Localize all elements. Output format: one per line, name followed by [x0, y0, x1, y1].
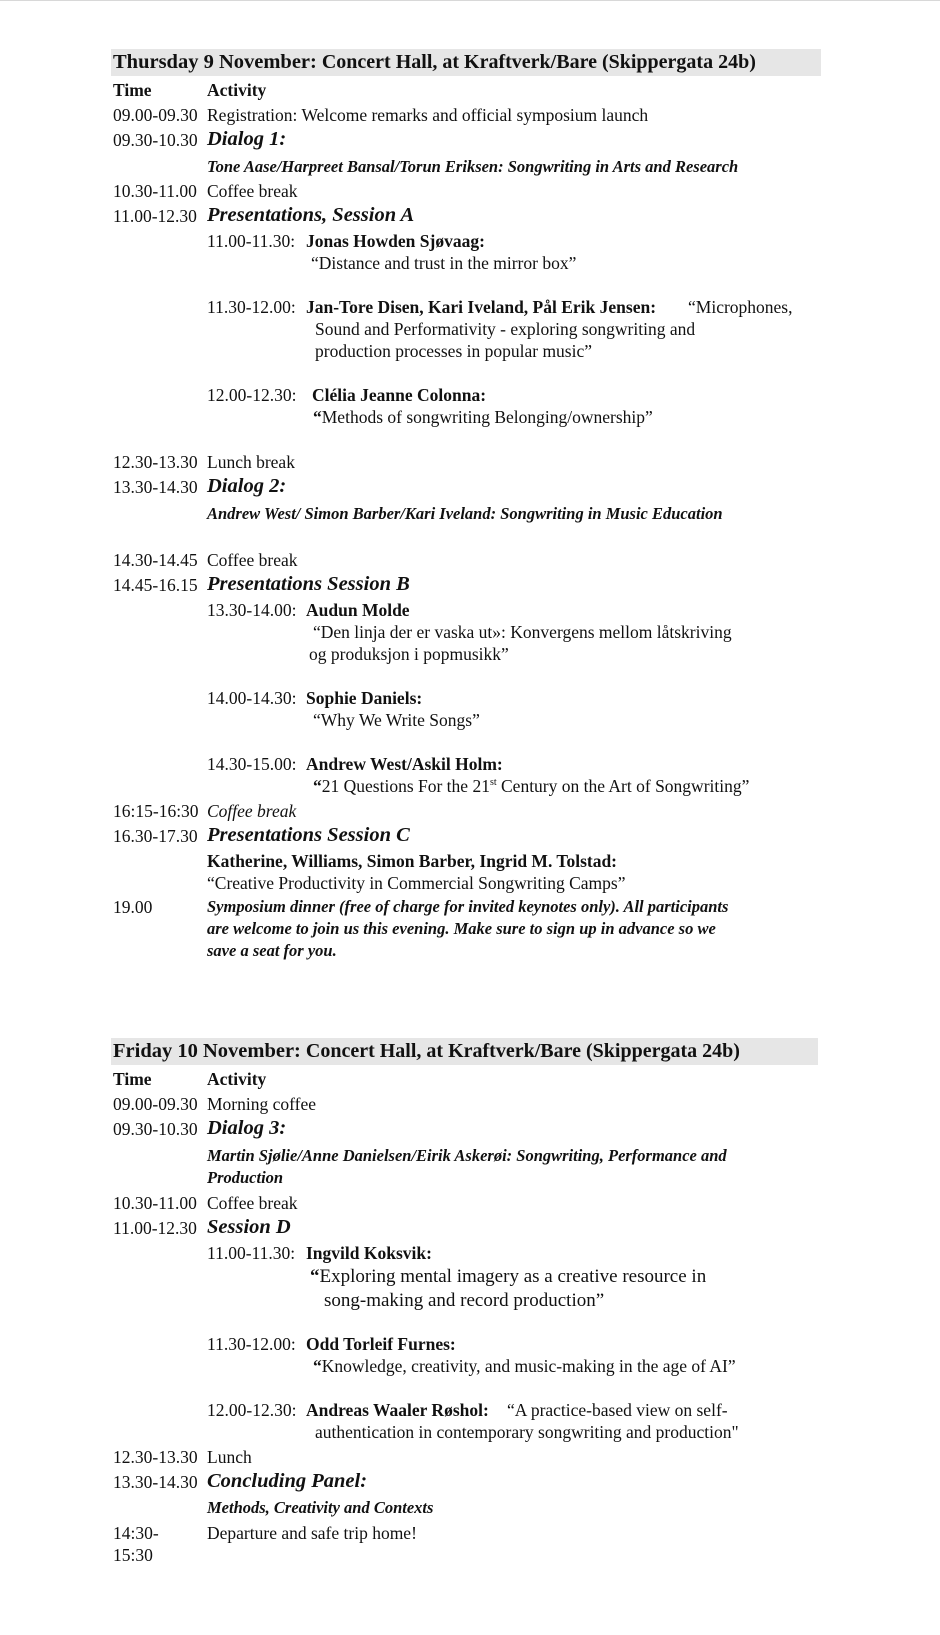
- talk-speaker: Sophie Daniels:: [306, 688, 423, 708]
- dinner-note: are welcome to join us this evening. Make sure to sign up in advance so we: [207, 919, 716, 938]
- friday-col-time: Time: [113, 1069, 152, 1089]
- talk-time: 11.00-11.30:: [207, 231, 296, 251]
- talk-time: 11.30-12.00:: [207, 1334, 296, 1354]
- schedule-time: 11.00-12.30: [113, 206, 197, 226]
- schedule-time: 09.00-09.30: [113, 1094, 198, 1114]
- friday-header-venue: Concert Hall, at Kraftverk/Bare (Skippergata 24b): [305, 1040, 740, 1062]
- talk-title: [313, 407, 653, 428]
- session-title: Dialog 3:: [207, 1117, 287, 1139]
- schedule-time: 13.30-14.30: [113, 1472, 198, 1492]
- thursday-col-activity: Activity: [207, 80, 267, 100]
- top-divider: [0, 0, 940, 1]
- talk-title: “Microphones,: [688, 297, 793, 317]
- talk-speaker: Ingvild Koksvik:: [306, 1243, 432, 1263]
- session-subtitle: Methods, Creativity and Contexts: [207, 1498, 434, 1517]
- schedule-activity: Coffee break: [207, 181, 298, 201]
- talk-speaker: Audun Molde: [306, 600, 410, 620]
- friday-header: [111, 1038, 818, 1065]
- schedule-time: 11.00-12.30: [113, 1218, 197, 1238]
- talk-time: 11.00-11.30:: [207, 1243, 296, 1263]
- talk-title: “Creative Productivity in Commercial Songwriting Camps”: [207, 873, 626, 893]
- talk-title-text: 21 Questions For the 21: [321, 776, 490, 796]
- talk-title: production processes in popular music”: [315, 341, 593, 361]
- schedule-activity: Coffee break: [207, 1193, 298, 1213]
- thursday-col-time: Time: [113, 80, 152, 100]
- session-subtitle: Andrew West/ Simon Barber/Kari Iveland: Songwriting in Music Education: [207, 504, 723, 523]
- dinner-note: save a seat for you.: [207, 941, 337, 960]
- schedule-time: 13.30-14.30: [113, 477, 198, 497]
- session-title: Presentations, Session A: [207, 204, 415, 226]
- schedule-time: 09.30-10.30: [113, 130, 198, 150]
- talk-title: [313, 1356, 736, 1377]
- friday-header-day: Friday 10 November:: [113, 1040, 301, 1062]
- schedule-time: 09.30-10.30: [113, 1119, 198, 1139]
- session-title: Concluding Panel:: [207, 1470, 368, 1492]
- schedule-time: 14:30-: [113, 1523, 159, 1543]
- talk-time: 14.00-14.30:: [207, 688, 297, 708]
- quote-mark: “: [313, 1356, 322, 1376]
- schedule-time: 14.30-14.45: [113, 550, 198, 570]
- talk-title: “Distance and trust in the mirror box”: [311, 253, 577, 273]
- schedule-time: 19.00: [113, 897, 153, 917]
- schedule-activity: Morning coffee: [207, 1094, 317, 1114]
- talk-title: “Den linja der er vaska ut»: Konvergens mellom låtskriving: [313, 622, 732, 642]
- talk-speaker: Clélia Jeanne Colonna:: [312, 385, 487, 405]
- talk-title-text: Century on the Art of Songwriting”: [496, 776, 750, 796]
- talk-title: authentication in contemporary songwriting and production": [315, 1422, 739, 1442]
- session-title: Presentations Session C: [207, 824, 410, 846]
- session-title: Session D: [207, 1216, 291, 1238]
- quote-mark: “: [313, 407, 322, 427]
- schedule-activity: Lunch: [207, 1447, 252, 1467]
- talk-title: song-making and record production”: [324, 1290, 605, 1311]
- talk-title-text: Exploring mental imagery as a creative resource in: [319, 1266, 707, 1287]
- thursday-header-day: Thursday 9 November:: [113, 51, 317, 73]
- schedule-time: 10.30-11.00: [113, 181, 197, 201]
- schedule-activity: Coffee break: [207, 550, 298, 570]
- schedule-activity: Registration: Welcome remarks and official symposium launch: [207, 105, 649, 125]
- session-title: Dialog 1:: [207, 128, 287, 150]
- session-subtitle: Production: [207, 1168, 284, 1187]
- session-subtitle: Martin Sjølie/Anne Danielsen/Eirik Askerøi: Songwriting, Performance and: [207, 1146, 727, 1165]
- talk-time: 11.30-12.00:: [207, 297, 296, 317]
- talk-title-text: Methods of songwriting Belonging/ownership”: [321, 407, 653, 427]
- quote-mark: “: [310, 1266, 320, 1287]
- schedule-time: 14.45-16.15: [113, 575, 198, 595]
- talk-speaker: Andreas Waaler Røshol:: [306, 1400, 489, 1420]
- schedule-activity: Departure and safe trip home!: [207, 1523, 417, 1543]
- talk-speaker: Jonas Howden Sjøvaag:: [306, 231, 485, 251]
- talk-speaker: Katherine, Williams, Simon Barber, Ingrid M. Tolstad:: [207, 851, 618, 871]
- schedule-activity: Lunch break: [207, 452, 295, 472]
- talk-title: [313, 776, 749, 797]
- thursday-header: [111, 49, 821, 76]
- friday-col-activity: Activity: [207, 1069, 267, 1089]
- schedule-time: 10.30-11.00: [113, 1193, 197, 1213]
- talk-time: 14.30-15.00:: [207, 754, 297, 774]
- talk-speaker: Jan-Tore Disen, Kari Iveland, Pål Erik Jensen:: [306, 297, 657, 317]
- talk-time: 12.00-12.30:: [207, 1400, 297, 1420]
- talk-time: 12.00-12.30:: [207, 385, 297, 405]
- schedule-time: 16.30-17.30: [113, 826, 198, 846]
- schedule-time: 15:30: [113, 1545, 153, 1565]
- session-subtitle: Tone Aase/Harpreet Bansal/Torun Eriksen: Songwriting in Arts and Research: [207, 157, 739, 176]
- talk-title: “A practice-based view on self-: [507, 1400, 728, 1420]
- schedule-time: 09.00-09.30: [113, 105, 198, 125]
- talk-title: “Why We Write Songs”: [313, 710, 480, 730]
- talk-title: [310, 1266, 706, 1288]
- talk-title: og produksjon i popmusikk”: [309, 644, 509, 664]
- schedule-time: 12.30-13.30: [113, 452, 198, 472]
- schedule-activity: Coffee break: [207, 801, 297, 821]
- talk-time: 13.30-14.00:: [207, 600, 297, 620]
- thursday-header-venue: Concert Hall, at Kraftverk/Bare (Skippergata 24b): [321, 51, 756, 73]
- schedule-time: 16:15-16:30: [113, 801, 199, 821]
- schedule-time: 12.30-13.30: [113, 1447, 198, 1467]
- superscript: st: [489, 777, 497, 789]
- talk-title-text: Knowledge, creativity, and music-making in the age of AI”: [321, 1356, 736, 1376]
- session-title: Presentations Session B: [207, 573, 410, 595]
- talk-title: Sound and Performativity - exploring songwriting and: [315, 319, 696, 339]
- quote-mark: “: [313, 776, 322, 796]
- talk-speaker: Odd Torleif Furnes:: [306, 1334, 456, 1354]
- dinner-note: Symposium dinner (free of charge for invited keynotes only). All participants: [207, 897, 729, 916]
- session-title: Dialog 2:: [207, 475, 287, 497]
- talk-speaker: Andrew West/Askil Holm:: [306, 754, 503, 774]
